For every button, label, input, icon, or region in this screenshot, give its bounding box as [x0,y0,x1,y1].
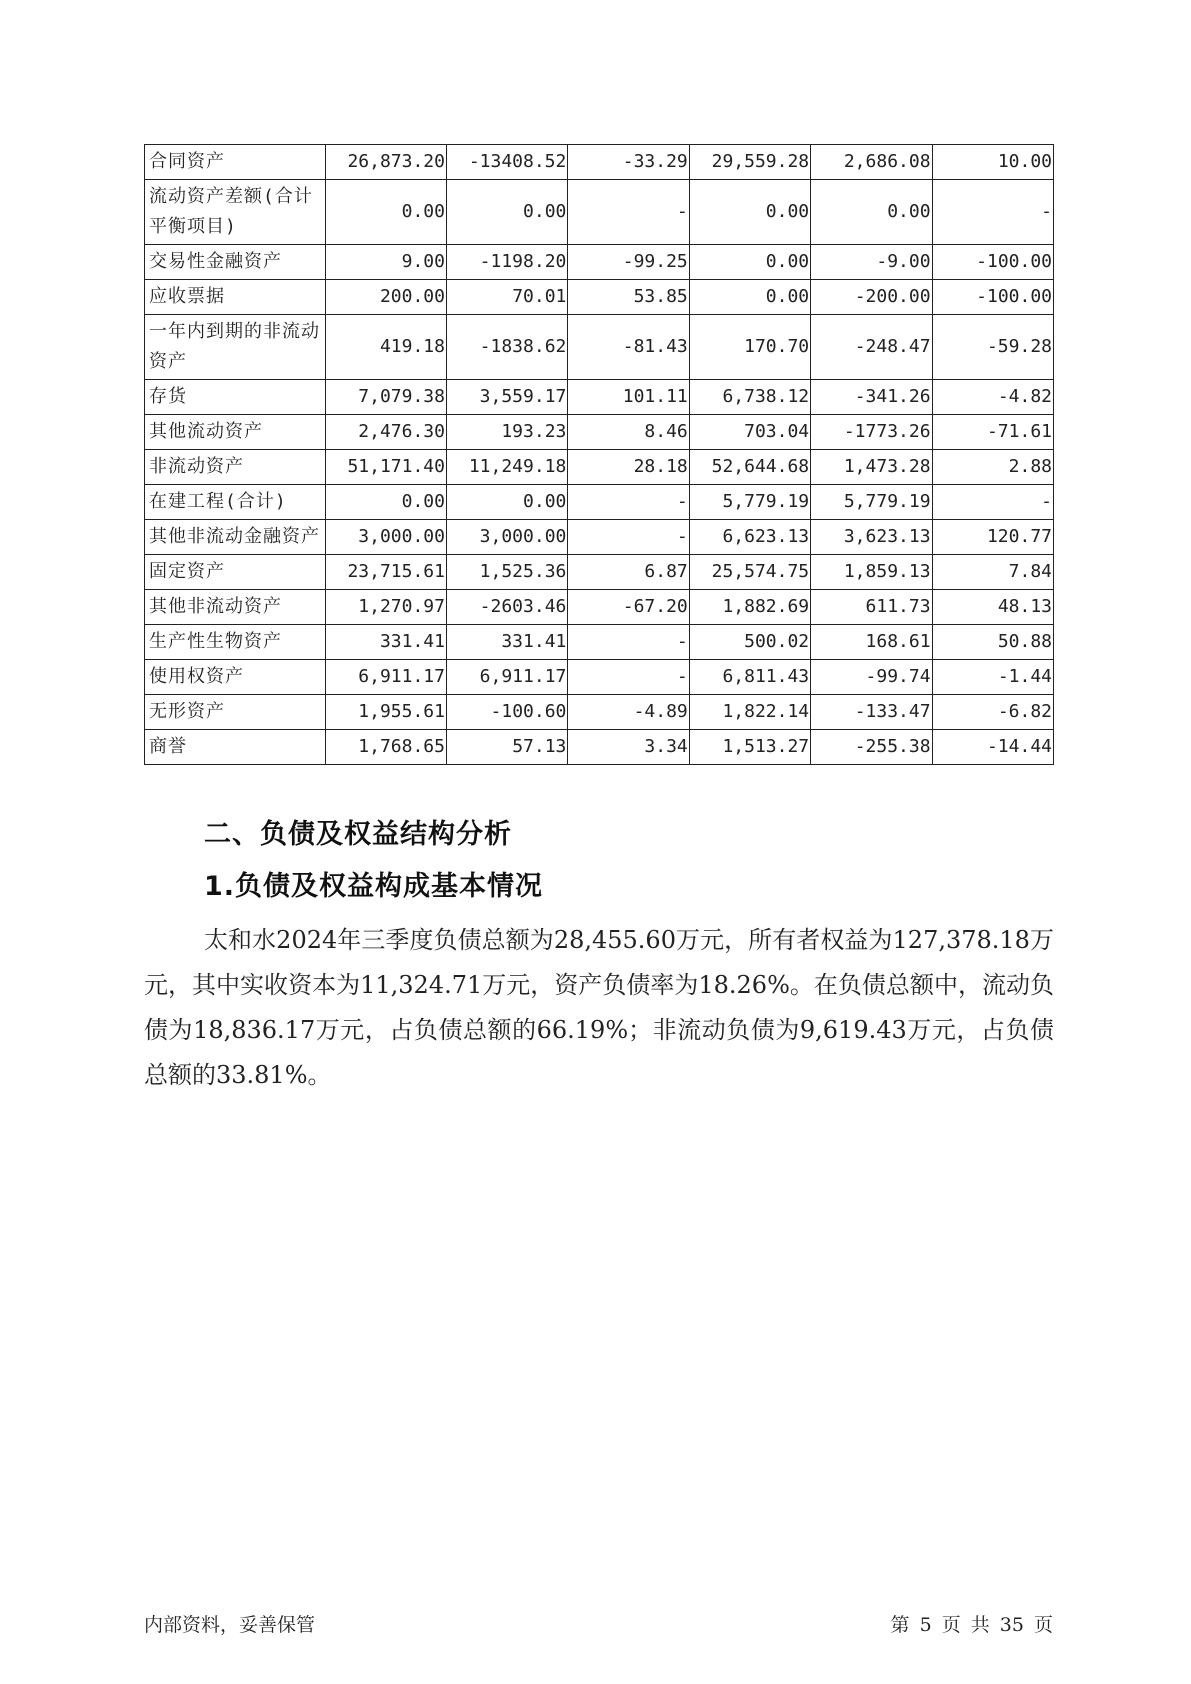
value-cell: -14.44 [932,730,1053,765]
value-cell: 331.41 [446,625,567,660]
value-cell: 1,473.28 [811,450,932,485]
value-cell: 8.46 [568,415,689,450]
value-cell: 168.61 [811,625,932,660]
value-cell: -99.25 [568,245,689,280]
row-label-cell: 非流动资产 [145,450,326,485]
value-cell: 0.00 [446,180,567,245]
table-row [145,590,1054,625]
table-row [145,415,1054,450]
value-cell: 120.77 [932,520,1053,555]
footer-confidential-note: 内部资料，妥善保管 [144,1614,316,1636]
row-label-cell: 其他非流动金融资产 [145,520,326,555]
table-row [145,520,1054,555]
table-row [145,695,1054,730]
value-cell: 331.41 [325,625,446,660]
row-label-cell: 应收票据 [145,280,326,315]
value-cell: 5,779.19 [689,485,810,520]
value-cell: -248.47 [811,315,932,380]
value-cell: 200.00 [325,280,446,315]
value-cell: 419.18 [325,315,446,380]
row-label-cell: 存货 [145,380,326,415]
value-cell: - [932,485,1053,520]
table-row [145,660,1054,695]
table-row [145,145,1054,180]
value-cell: - [568,520,689,555]
value-cell: -341.26 [811,380,932,415]
balance-sheet-table [144,144,1054,765]
value-cell: 0.00 [689,280,810,315]
value-cell: -33.29 [568,145,689,180]
value-cell: -99.74 [811,660,932,695]
table-row [145,555,1054,590]
value-cell: - [932,180,1053,245]
table-body [145,145,1054,765]
value-cell: 6.87 [568,555,689,590]
value-cell: 0.00 [811,180,932,245]
value-cell: 1,270.97 [325,590,446,625]
value-cell: 48.13 [932,590,1053,625]
value-cell: 2,686.08 [811,145,932,180]
value-cell: 1,768.65 [325,730,446,765]
value-cell: 1,955.61 [325,695,446,730]
table-row [145,730,1054,765]
value-cell: 9.00 [325,245,446,280]
body-paragraph: 太和水2024年三季度负债总额为28,455.60万元，所有者权益为127,378.18万元，其中实收资本为11,324.71万元，资产负债率为18.26%。在负债总额中，流动负债为18,836.17万元，占负债总额的66.19%；非流动负债为9,619.43万元，占负债总额的33.81%。 [144,926,1054,1089]
row-label-cell: 商誉 [145,730,326,765]
value-cell: 0.00 [325,485,446,520]
value-cell: 3,559.17 [446,380,567,415]
value-cell: -1773.26 [811,415,932,450]
value-cell: 1,859.13 [811,555,932,590]
value-cell: 3.34 [568,730,689,765]
row-label-cell: 一年内到期的非流动资产 [145,315,326,380]
value-cell: -9.00 [811,245,932,280]
value-cell: 101.11 [568,380,689,415]
table-row [145,245,1054,280]
value-cell: 1,513.27 [689,730,810,765]
value-cell: - [568,485,689,520]
row-label-cell: 在建工程(合计) [145,485,326,520]
value-cell: -1198.20 [446,245,567,280]
row-label-cell: 流动资产差额(合计平衡项目) [145,180,326,245]
value-cell: 1,525.36 [446,555,567,590]
value-cell: -4.82 [932,380,1053,415]
value-cell: - [568,660,689,695]
footer-page-number: 第 5 页 共 35 页 [890,1614,1053,1636]
value-cell: 170.70 [689,315,810,380]
value-cell: 611.73 [811,590,932,625]
value-cell: -1838.62 [446,315,567,380]
value-cell: 29,559.28 [689,145,810,180]
value-cell: - [568,625,689,660]
table-row [145,450,1054,485]
value-cell: 6,911.17 [325,660,446,695]
value-cell: -4.89 [568,695,689,730]
value-cell: 500.02 [689,625,810,660]
value-cell: 2.88 [932,450,1053,485]
value-cell: -100.00 [932,245,1053,280]
value-cell: 0.00 [325,180,446,245]
row-label-cell: 固定资产 [145,555,326,590]
value-cell: 10.00 [932,145,1053,180]
value-cell: -81.43 [568,315,689,380]
value-cell: 5,779.19 [811,485,932,520]
value-cell: 6,811.43 [689,660,810,695]
table-row [145,315,1054,380]
table-row [145,380,1054,415]
row-label-cell: 交易性金融资产 [145,245,326,280]
row-label-cell: 使用权资产 [145,660,326,695]
value-cell: 0.00 [689,180,810,245]
row-label-cell: 其他流动资产 [145,415,326,450]
row-label-cell: 生产性生物资产 [145,625,326,660]
value-cell: -200.00 [811,280,932,315]
value-cell: -100.00 [932,280,1053,315]
value-cell: -6.82 [932,695,1053,730]
table-row [145,625,1054,660]
value-cell: -133.47 [811,695,932,730]
value-cell: -13408.52 [446,145,567,180]
value-cell: 2,476.30 [325,415,446,450]
value-cell: 28.18 [568,450,689,485]
value-cell: 6,738.12 [689,380,810,415]
value-cell: 193.23 [446,415,567,450]
value-cell: 23,715.61 [325,555,446,590]
value-cell: -67.20 [568,590,689,625]
table-row [145,485,1054,520]
value-cell: 6,623.13 [689,520,810,555]
section-heading: 二、负债及权益结构分析 [204,819,512,850]
value-cell: -255.38 [811,730,932,765]
value-cell: 3,000.00 [446,520,567,555]
value-cell: 7.84 [932,555,1053,590]
value-cell: 0.00 [446,485,567,520]
value-cell: -59.28 [932,315,1053,380]
value-cell: -100.60 [446,695,567,730]
value-cell: 53.85 [568,280,689,315]
row-label-cell: 其他非流动资产 [145,590,326,625]
row-label-cell: 合同资产 [145,145,326,180]
subsection-heading: 1.负债及权益构成基本情况 [204,871,544,902]
value-cell: 50.88 [932,625,1053,660]
value-cell: 70.01 [446,280,567,315]
value-cell: 3,000.00 [325,520,446,555]
value-cell: 3,623.13 [811,520,932,555]
value-cell: 1,822.14 [689,695,810,730]
value-cell: 11,249.18 [446,450,567,485]
value-cell: -71.61 [932,415,1053,450]
value-cell: 1,882.69 [689,590,810,625]
value-cell: -2603.46 [446,590,567,625]
table-row [145,180,1054,245]
table-row [145,280,1054,315]
value-cell: 7,079.38 [325,380,446,415]
value-cell: -1.44 [932,660,1053,695]
value-cell: 51,171.40 [325,450,446,485]
value-cell: 25,574.75 [689,555,810,590]
value-cell: 52,644.68 [689,450,810,485]
value-cell: 0.00 [689,245,810,280]
value-cell: 703.04 [689,415,810,450]
value-cell: 26,873.20 [325,145,446,180]
value-cell: - [568,180,689,245]
value-cell: 6,911.17 [446,660,567,695]
value-cell: 57.13 [446,730,567,765]
row-label-cell: 无形资产 [145,695,326,730]
